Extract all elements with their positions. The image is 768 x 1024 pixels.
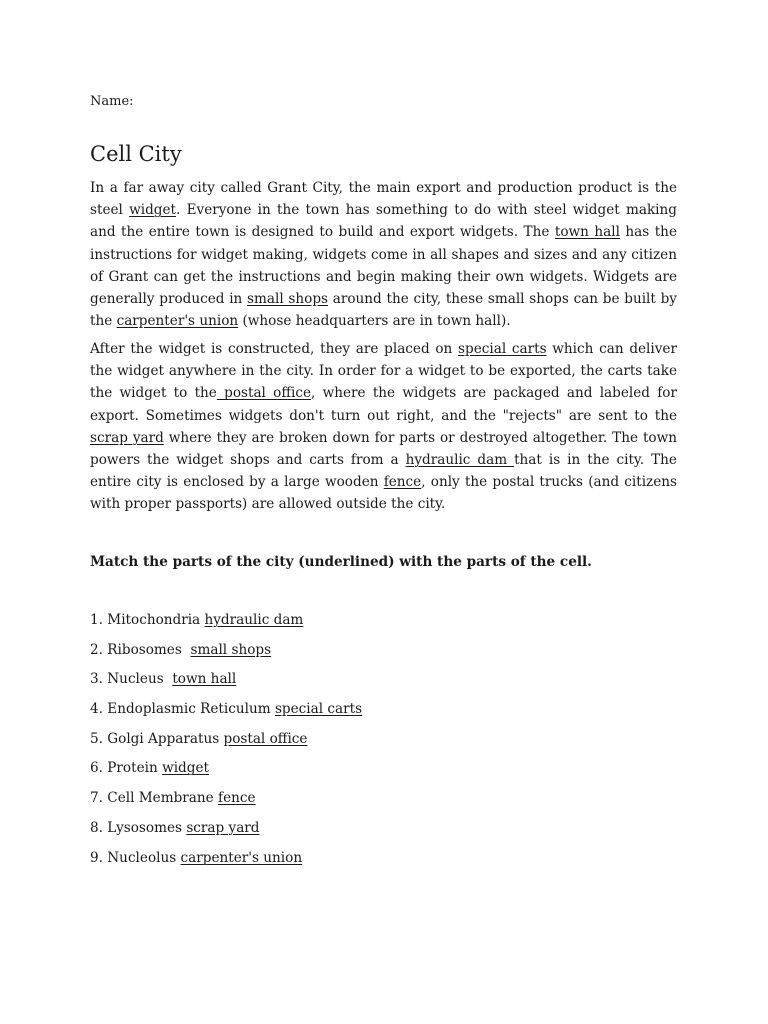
answer-value: fence bbox=[218, 790, 256, 807]
list-item bbox=[90, 610, 362, 640]
paragraph-text: which can deliver the widget anywhere in the city. In order for a widget to be exported, the carts take the widget to the bbox=[90, 341, 677, 402]
paragraph-text: In a far away city called Grant City, the main export and production product is the steel bbox=[90, 180, 677, 219]
paragraph-text: that is in the city. The entire city is enclosed by a large wooden bbox=[90, 452, 677, 491]
answer-value: postal office bbox=[223, 730, 308, 747]
matching-instructions: Match the parts of the city (underlined) with the parts of the cell. bbox=[90, 554, 592, 570]
answer-label: 1. Mitochondria bbox=[90, 612, 205, 628]
answer-value: hydraulic dam bbox=[204, 612, 304, 628]
paragraph-text: around the city, these small shops can be built by the bbox=[90, 291, 677, 330]
answer-label: 3. Nucleus bbox=[90, 671, 173, 688]
answer-label: 4. Endoplasmic Reticulum bbox=[90, 701, 275, 718]
answer-label: 9. Nucleolus bbox=[90, 849, 181, 866]
page-title: Cell City bbox=[90, 142, 182, 166]
underlined-term-widget: widget bbox=[129, 202, 177, 219]
name-field-label: Name: bbox=[90, 94, 134, 109]
list-item bbox=[90, 788, 362, 818]
answer-list bbox=[90, 610, 362, 877]
answer-label: 6. Protein bbox=[90, 760, 163, 777]
answer-value: special carts bbox=[274, 701, 363, 718]
underlined-term-postal-office: postal office bbox=[216, 385, 312, 402]
underlined-term-fence: fence bbox=[383, 474, 422, 491]
list-item bbox=[90, 669, 362, 699]
paragraph-text: has the instructions for widget making, widgets come in all shapes and sizes and any citizen of Grant can get the instructions and begin making their own widgets. Widgets are generally produced in bbox=[90, 224, 677, 308]
list-item bbox=[90, 640, 362, 670]
list-item bbox=[90, 848, 362, 878]
underlined-term-carpenters-union: carpenter's union bbox=[116, 313, 239, 330]
underlined-term-special-carts: special carts bbox=[458, 341, 547, 357]
story-paragraph-1 bbox=[90, 177, 677, 332]
paragraph-text: , where the widgets are packaged and labeled for export. Sometimes widgets don't turn out right, and the "rejects" are sent to the bbox=[90, 385, 677, 424]
underlined-term-hydraulic-dam: hydraulic dam bbox=[405, 452, 515, 469]
underlined-term-town-hall: town hall bbox=[554, 224, 620, 241]
paragraph-text: After the widget is constructed, they are placed on bbox=[90, 341, 459, 357]
list-item bbox=[90, 729, 362, 759]
answer-label: 8. Lysosomes bbox=[90, 819, 187, 836]
paragraph-text: where they are broken down for parts or destroyed altogether. The town powers the widget shops and carts from a bbox=[90, 429, 677, 469]
answer-label: 7. Cell Membrane bbox=[90, 790, 219, 807]
answer-label: 2. Ribosomes bbox=[90, 641, 191, 658]
list-item bbox=[90, 818, 362, 848]
answer-value: scrap yard bbox=[186, 819, 260, 836]
paragraph-text: , only the postal trucks (and citizens with proper passports) are allowed outside the city. bbox=[90, 474, 677, 513]
underlined-term-small-shops: small shops bbox=[247, 291, 329, 308]
story-paragraph-2 bbox=[90, 338, 677, 516]
underlined-term-scrap-yard: scrap yard bbox=[90, 429, 164, 446]
paragraph-text: . Everyone in the town has something to do with steel widget making and the entire town is designed to build and export widgets. The bbox=[90, 202, 677, 241]
answer-value: small shops bbox=[190, 641, 272, 658]
answer-value: carpenter's union bbox=[180, 849, 303, 866]
answer-value: town hall bbox=[172, 671, 237, 688]
answer-value: widget bbox=[162, 760, 209, 777]
answer-label: 5. Golgi Apparatus bbox=[90, 730, 224, 747]
list-item bbox=[90, 699, 362, 729]
paragraph-text: (whose headquarters are in town hall). bbox=[238, 313, 511, 330]
list-item bbox=[90, 758, 362, 788]
